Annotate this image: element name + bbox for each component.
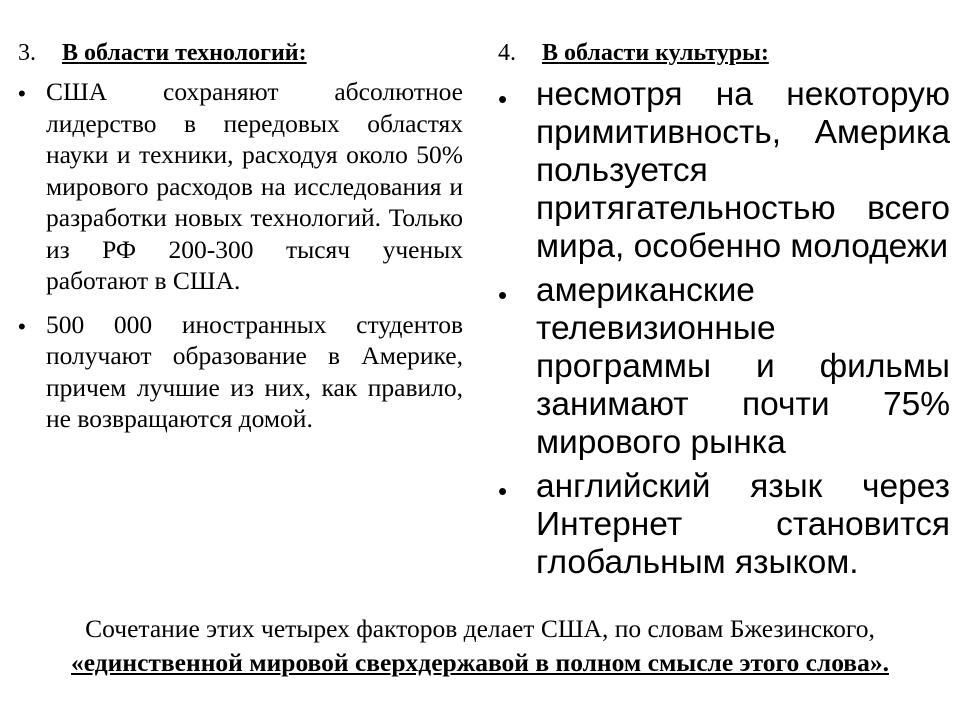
bullet-text: США сохраняют абсолютное лидерство в передовых областях науки и техники, расходуя около 50% мирового расходов на исследования и разработки новых технологий. Только из РФ 200-300 тысяч ученых работают в США.	[46, 77, 463, 295]
right-bullet-list	[498, 76, 950, 582]
bullet-icon: •	[498, 476, 508, 506]
bullet-icon: •	[18, 313, 26, 339]
bullet-text: 500 000 иностранных студентов получают образование в Америке, причем лучшие из них, как правило, не возвращаются домой.	[46, 309, 463, 433]
left-heading-title: В области технологий:	[62, 40, 307, 66]
bullet-icon: •	[18, 81, 26, 106]
right-column	[498, 36, 950, 588]
right-heading	[498, 36, 950, 70]
conclusion-lead: Сочетание этих четырех факторов делает США, по словам Бжезинского,	[85, 614, 875, 643]
list-item	[498, 468, 950, 582]
list-item	[18, 76, 463, 297]
list-item	[498, 272, 950, 462]
right-heading-title: В области культуры:	[542, 40, 769, 66]
bullet-text: английский язык через Интернет становится глобальным языком.	[536, 468, 950, 581]
bullet-text: американские телевизионные программы и фильмы занимают почти 75% мирового рынка	[536, 272, 950, 461]
conclusion-emphasis: «единственной мировой сверхдержавой в полном смысле этого слова».	[71, 648, 889, 677]
left-bullet-list	[18, 76, 463, 435]
right-heading-number: 4.	[498, 40, 516, 66]
bullet-icon: •	[498, 84, 508, 114]
list-item	[498, 76, 950, 266]
left-heading	[18, 36, 463, 70]
conclusion-text	[0, 612, 960, 680]
bullet-icon: •	[498, 280, 508, 310]
left-column	[18, 36, 463, 447]
left-heading-number: 3.	[18, 40, 36, 66]
bullet-text: несмотря на некоторую примитивность, Америка пользуется притягательностью всего мира, особенно молодежи	[536, 76, 950, 265]
list-item	[18, 309, 463, 435]
